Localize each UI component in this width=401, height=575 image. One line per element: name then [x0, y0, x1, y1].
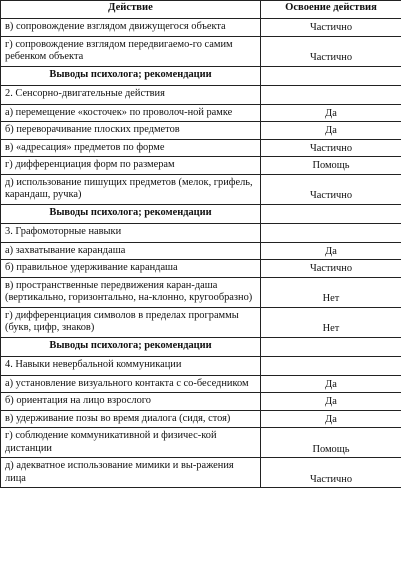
table-row — [1, 19, 401, 37]
mastery-cell: Да — [261, 104, 401, 122]
action-cell: в) «адресация» предметов по форме — [1, 139, 261, 157]
table-row — [1, 157, 401, 175]
section-empty-cell — [261, 85, 401, 104]
conclusion-label: Выводы психолога; рекомендации — [1, 337, 261, 356]
conclusion-row — [1, 337, 401, 356]
section-row — [1, 356, 401, 375]
mastery-cell: Помощь — [261, 157, 401, 175]
table-row — [1, 375, 401, 393]
table-row — [1, 174, 401, 204]
table-row — [1, 307, 401, 337]
mastery-cell: Частично — [261, 139, 401, 157]
section-empty-cell — [261, 223, 401, 242]
section-title: 4. Навыки невербальной коммуникации — [1, 356, 261, 375]
action-cell: а) установление визуального контакта с со-беседником — [1, 375, 261, 393]
table-row — [1, 428, 401, 458]
conclusion-empty-cell — [261, 66, 401, 85]
action-cell: б) правильное удерживание карандаша — [1, 260, 261, 278]
mastery-cell: Да — [261, 410, 401, 428]
conclusion-row — [1, 66, 401, 85]
section-title: 2. Сенсорно-двигательные действия — [1, 85, 261, 104]
table-body — [1, 19, 401, 488]
action-cell: а) захватывание карандаша — [1, 242, 261, 260]
mastery-cell: Нет — [261, 307, 401, 337]
mastery-cell: Частично — [261, 174, 401, 204]
section-empty-cell — [261, 356, 401, 375]
mastery-cell: Частично — [261, 458, 401, 488]
action-cell: б) ориентация на лицо взрослого — [1, 393, 261, 411]
conclusion-label: Выводы психолога; рекомендации — [1, 204, 261, 223]
table-header-row — [1, 1, 401, 19]
table-row — [1, 104, 401, 122]
action-cell: в) сопровождение взглядом движущегося объекта — [1, 19, 261, 37]
table-row — [1, 139, 401, 157]
mastery-cell: Да — [261, 375, 401, 393]
section-row — [1, 85, 401, 104]
action-cell: г) соблюдение коммуникативной и физичес-кой дистанции — [1, 428, 261, 458]
section-title: 3. Графомоторные навыки — [1, 223, 261, 242]
table-row — [1, 242, 401, 260]
table-row — [1, 393, 401, 411]
table-row — [1, 260, 401, 278]
action-cell: в) пространственные передвижения каран-даша (вертикально, горизонтально, на-клонно, кругообразно) — [1, 277, 261, 307]
section-row — [1, 223, 401, 242]
table-row — [1, 458, 401, 488]
action-cell: д) адекватное использование мимики и вы-ражения лица — [1, 458, 261, 488]
action-cell: г) сопровождение взглядом передвигаемо-го самим ребенком объекта — [1, 36, 261, 66]
table-row — [1, 410, 401, 428]
mastery-cell: Да — [261, 242, 401, 260]
mastery-cell: Да — [261, 122, 401, 140]
conclusion-empty-cell — [261, 337, 401, 356]
mastery-cell: Да — [261, 393, 401, 411]
header-action: Действие — [1, 1, 261, 19]
action-cell: а) перемещение «косточек» по проволоч-ной рамке — [1, 104, 261, 122]
action-cell: в) удерживание позы во время диалога (сидя, стоя) — [1, 410, 261, 428]
action-cell: г) дифференциация форм по размерам — [1, 157, 261, 175]
mastery-cell: Нет — [261, 277, 401, 307]
table-row — [1, 277, 401, 307]
mastery-cell: Частично — [261, 36, 401, 66]
action-cell: б) переворачивание плоских предметов — [1, 122, 261, 140]
header-mastery: Освоение действия — [261, 1, 401, 19]
conclusion-label: Выводы психолога; рекомендации — [1, 66, 261, 85]
mastery-cell: Помощь — [261, 428, 401, 458]
mastery-cell: Частично — [261, 19, 401, 37]
table-row — [1, 122, 401, 140]
mastery-cell: Частично — [261, 260, 401, 278]
conclusion-row — [1, 204, 401, 223]
action-cell: д) использование пишущих предметов (мелок, грифель, карандаш, ручка) — [1, 174, 261, 204]
conclusion-empty-cell — [261, 204, 401, 223]
table-row — [1, 36, 401, 66]
action-cell: г) дифференциация символов в пределах программы (букв, цифр, знаков) — [1, 307, 261, 337]
